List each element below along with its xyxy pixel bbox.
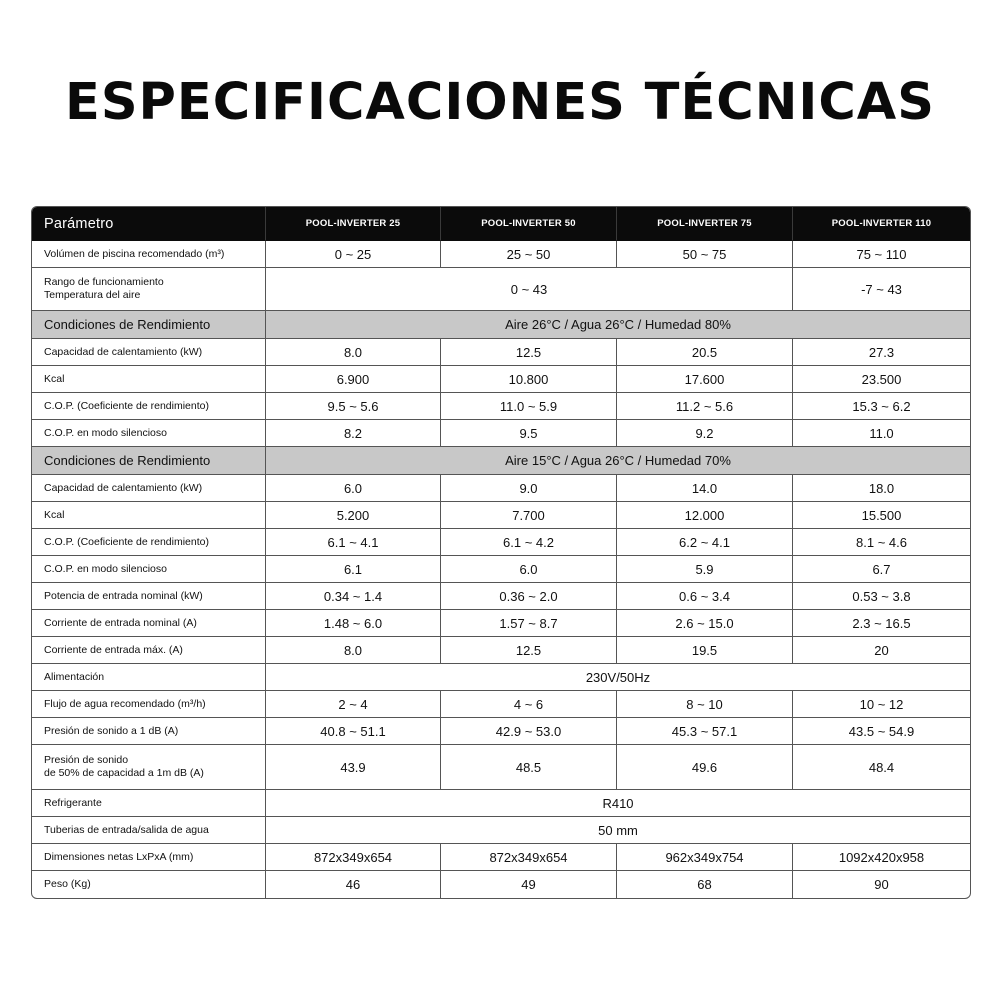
row-label: Capacidad de calentamiento (kW): [32, 475, 266, 502]
cell-value: 1.48 ~ 6.0: [266, 610, 441, 637]
row-label: C.O.P. (Coeficiente de rendimiento): [32, 393, 266, 420]
cell-value: 40.8 ~ 51.1: [266, 718, 441, 745]
table-row: [32, 529, 970, 556]
cell-value: 14.0: [617, 475, 793, 502]
cell-value: 49: [441, 871, 617, 898]
cell-value-merged: R410: [266, 790, 970, 817]
table-row: [32, 844, 970, 871]
cell-value: 0.53 ~ 3.8: [793, 583, 970, 610]
cell-value: 10.800: [441, 366, 617, 393]
cell-value: 45.3 ~ 57.1: [617, 718, 793, 745]
cell-value: 19.5: [617, 637, 793, 664]
row-label: Flujo de agua recomendado (m³/h): [32, 691, 266, 718]
cell-value: 1092x420x958: [793, 844, 970, 871]
cell-value: 25 ~ 50: [441, 241, 617, 268]
cell-value: 6.7: [793, 556, 970, 583]
cell-value: 20: [793, 637, 970, 664]
cell-value-merged: 0 ~ 43: [266, 268, 793, 311]
table-row: [32, 637, 970, 664]
cell-value: 2.6 ~ 15.0: [617, 610, 793, 637]
section-label: Condiciones de Rendimiento: [32, 447, 266, 475]
section-conditions: Aire 26°C / Agua 26°C / Humedad 80%: [266, 311, 970, 339]
cell-value-merged: 50 mm: [266, 817, 970, 844]
cell-value: 7.700: [441, 502, 617, 529]
cell-value: 962x349x754: [617, 844, 793, 871]
cell-value: 2.3 ~ 16.5: [793, 610, 970, 637]
cell-value: 6.1 ~ 4.2: [441, 529, 617, 556]
row-label: Kcal: [32, 366, 266, 393]
cell-value: 6.0: [266, 475, 441, 502]
cell-value: 48.5: [441, 745, 617, 790]
column-header-model: POOL-INVERTER 25: [266, 207, 441, 241]
row-label-line: Rango de funcionamiento: [44, 276, 164, 288]
cell-value: 2 ~ 4: [266, 691, 441, 718]
table-row: [32, 393, 970, 420]
table-row: [32, 339, 970, 366]
cell-value: 10 ~ 12: [793, 691, 970, 718]
cell-value: 49.6: [617, 745, 793, 790]
row-label-line: Presión de sonido: [44, 754, 129, 766]
cell-value: 5.9: [617, 556, 793, 583]
cell-value: 9.2: [617, 420, 793, 447]
cell-value: 43.5 ~ 54.9: [793, 718, 970, 745]
cell-value: 872x349x654: [266, 844, 441, 871]
table-row: [32, 475, 970, 502]
table-row: [32, 610, 970, 637]
column-header-parameter: Parámetro: [32, 207, 266, 241]
cell-value: 90: [874, 877, 889, 892]
row-label-line: Temperatura del aire: [44, 289, 141, 301]
cell-value: 50 ~ 75: [617, 241, 793, 268]
table-row: [32, 664, 970, 691]
table-row: [32, 790, 970, 817]
row-label: Kcal: [32, 502, 266, 529]
cell-value: 8.2: [266, 420, 441, 447]
cell-value: 0.6 ~ 3.4: [617, 583, 793, 610]
row-label: C.O.P. en modo silencioso: [32, 420, 266, 447]
cell-value: 872x349x654: [441, 844, 617, 871]
row-label: Volúmen de piscina recomendado (m³): [32, 241, 266, 268]
cell-value: 9.5: [441, 420, 617, 447]
cell-value: -7 ~ 43: [793, 268, 970, 311]
cell-value: 8 ~ 10: [617, 691, 793, 718]
table-row: [32, 420, 970, 447]
page-title: ESPECIFICACIONES TÉCNICAS: [64, 73, 935, 132]
table-row: [32, 871, 970, 898]
row-label: C.O.P. (Coeficiente de rendimiento): [32, 529, 266, 556]
cell-value: 1.57 ~ 8.7: [441, 610, 617, 637]
cell-value: 6.2 ~ 4.1: [617, 529, 793, 556]
cell-value: 27.3: [793, 339, 970, 366]
row-label: Capacidad de calentamiento (kW): [32, 339, 266, 366]
cell-value: 11.2 ~ 5.6: [617, 393, 793, 420]
table-row: [32, 556, 970, 583]
column-header-model: POOL-INVERTER 110: [793, 207, 970, 241]
cell-value: 6.1: [266, 556, 441, 583]
cell-value: 46: [266, 871, 441, 898]
cell-value: 6.900: [266, 366, 441, 393]
row-label: C.O.P. en modo silencioso: [32, 556, 266, 583]
cell-value: 42.9 ~ 53.0: [441, 718, 617, 745]
row-label: Corriente de entrada nominal (A): [32, 610, 266, 637]
cell-value: 6.0: [441, 556, 617, 583]
cell-value: 4 ~ 6: [441, 691, 617, 718]
cell-value: 23.500: [793, 366, 970, 393]
cell-value: 6.1 ~ 4.1: [266, 529, 441, 556]
cell-value: 15.500: [793, 502, 970, 529]
cell-value-merged: 230V/50Hz: [266, 664, 970, 691]
cell-value: 5.200: [266, 502, 441, 529]
row-label: [32, 268, 266, 311]
section-label: Condiciones de Rendimiento: [32, 311, 266, 339]
cell-value: 8.0: [266, 637, 441, 664]
section-header-row: [32, 447, 970, 475]
row-label: Potencia de entrada nominal (kW): [32, 583, 266, 610]
row-label: Alimentación: [32, 664, 266, 691]
cell-value: 9.0: [441, 475, 617, 502]
table-header-row: [32, 207, 970, 241]
table-row: [32, 691, 970, 718]
cell-value: 20.5: [617, 339, 793, 366]
cell-value: 0.34 ~ 1.4: [266, 583, 441, 610]
cell-value: 48.4: [793, 745, 970, 790]
row-label: Peso (Kg): [32, 871, 266, 898]
row-label: Tuberias de entrada/salida de agua: [32, 817, 266, 844]
table-row: [32, 241, 970, 268]
cell-value: 8.1 ~ 4.6: [793, 529, 970, 556]
table-row: [32, 583, 970, 610]
cell-value: 12.5: [441, 339, 617, 366]
row-label: [32, 745, 266, 790]
cell-value: 12.5: [441, 637, 617, 664]
table-row: [32, 502, 970, 529]
cell-value: 11.0 ~ 5.9: [441, 393, 617, 420]
table-row: [32, 745, 970, 790]
cell-value: 43.9: [266, 745, 441, 790]
cell-value: 68: [617, 871, 793, 898]
table-row: [32, 817, 970, 844]
cell-value: 0 ~ 25: [266, 241, 441, 268]
row-label: Presión de sonido a 1 dB (A): [32, 718, 266, 745]
table-row: [32, 718, 970, 745]
column-header-model: POOL-INVERTER 50: [441, 207, 617, 241]
cell-value: 0.36 ~ 2.0: [441, 583, 617, 610]
table-row: [32, 366, 970, 393]
table-row: [32, 268, 970, 311]
row-label: Dimensiones netas LxPxA (mm): [32, 844, 266, 871]
specifications-table: [31, 206, 971, 899]
section-header-row: [32, 311, 970, 339]
row-label-line: de 50% de capacidad a 1m dB (A): [44, 767, 204, 779]
row-label: Corriente de entrada máx. (A): [32, 637, 266, 664]
column-header-model: POOL-INVERTER 75: [617, 207, 793, 241]
cell-value: 75 ~ 110: [793, 241, 970, 268]
cell-value: 17.600: [617, 366, 793, 393]
cell-value: 9.5 ~ 5.6: [266, 393, 441, 420]
cell-value: 11.0: [793, 420, 970, 447]
cell-value: 15.3 ~ 6.2: [793, 393, 970, 420]
section-conditions: Aire 15°C / Agua 26°C / Humedad 70%: [266, 447, 970, 475]
row-label: Refrigerante: [32, 790, 266, 817]
cell-value: 18.0: [793, 475, 970, 502]
cell-value: 8.0: [266, 339, 441, 366]
cell-value: 12.000: [617, 502, 793, 529]
